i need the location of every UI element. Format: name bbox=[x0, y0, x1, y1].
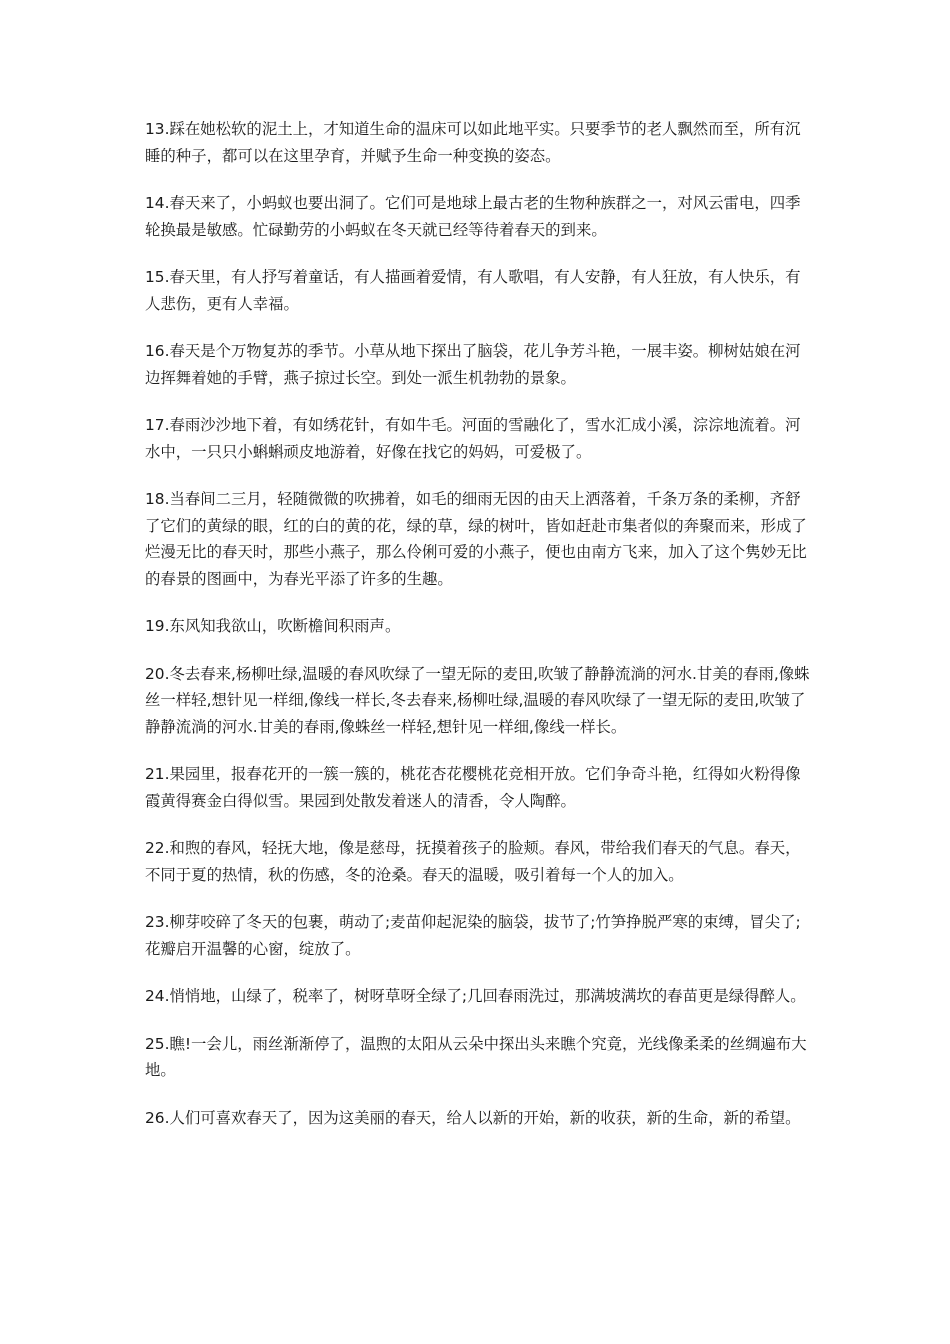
paragraph-24: 24.悄悄地，山绿了，税率了，树呀草呀全绿了;几回春雨洗过，那满坡满坎的春苗更是绿得醉人。 bbox=[145, 987, 806, 1005]
paragraph-21: 21.果园里，报春花开的一簇一簇的，桃花杏花樱桃花竞相开放。它们争奇斗艳，红得如火粉得像霞黄得赛金白得似雪。果园到处散发着迷人的清香，令人陶醉。 bbox=[145, 765, 801, 810]
paragraph-18: 18.当春间二三月，轻随微微的吹拂着，如毛的细雨无因的由天上洒落着，千条万条的柔柳，齐舒了它们的黄绿的眼，红的白的黄的花，绿的草，绿的树叶，皆如赶赴市集者似的奔聚而来，形成了烂漫无比的春天时，那些小燕子，那么伶俐可爱的小燕子，便也由南方飞来，加入了这个隽妙无比的春景的图画中，为春光平添了许多的生趣。 bbox=[145, 490, 807, 588]
paragraph-26: 26.人们可喜欢春天了，因为这美丽的春天，给人以新的开始，新的收获，新的生命，新的希望。 bbox=[145, 1108, 801, 1127]
paragraph-25: 25.瞧!一会儿，雨丝渐渐停了，温煦的太阳从云朵中探出头来瞧个究竟，光线像柔柔的丝绸遍布大地。 bbox=[145, 1034, 807, 1079]
paragraph-16: 16.春天是个万物复苏的季节。小草从地下探出了脑袋，花儿争芳斗艳，一展丰姿。柳树姑娘在河边挥舞着她的手臂，燕子掠过长空。到处一派生机勃勃的景象。 bbox=[145, 342, 801, 387]
paragraph-23: 23.柳芽咬碎了冬天的包裹，萌动了;麦苗仰起泥染的脑袋，拔节了;竹笋挣脱严寒的束缚，冒尖了;花瓣启开温馨的心窗，绽放了。 bbox=[145, 913, 801, 958]
paragraph-22: 22.和煦的春风，轻抚大地，像是慈母，抚摸着孩子的脸颊。春风，带给我们春天的气息。春天，不同于夏的热情，秋的伤感，冬的沧桑。春天的温暖，吸引着每一个人的加入。 bbox=[145, 839, 801, 884]
paragraph-19: 19.东风知我欲山，吹断檐间积雨声。 bbox=[145, 617, 401, 635]
document-body bbox=[145, 116, 810, 1152]
paragraph-14: 14.春天来了，小蚂蚁也要出洞了。它们可是地球上最古老的生物种族群之一，对风云雷电，四季轮换最是敏感。忙碌勤劳的小蚂蚁在冬天就已经等待着春天的到来。 bbox=[145, 194, 801, 239]
paragraph-20: 20.冬去春来,杨柳吐绿,温暖的春风吹绿了一望无际的麦田,吹皱了静静流淌的河水.甘美的春雨,像蛛丝一样轻,想针见一样细,像线一样长,冬去春来,杨柳吐绿,温暖的春风吹绿了一望无际的麦田,吹皱了静静流淌的河水.甘美的春雨,像蛛丝一样轻,想针见一样细,像线一样长。 bbox=[145, 664, 810, 736]
paragraph-13: 13.踩在她松软的泥土上，才知道生命的温床可以如此地平实。只要季节的老人飘然而至，所有沉睡的种子，都可以在这里孕育，并赋予生命一种变换的姿态。 bbox=[145, 120, 801, 165]
paragraph-15: 15.春天里，有人抒写着童话，有人描画着爱情，有人歌唱，有人安静，有人狂放，有人快乐，有人悲伤，更有人幸福。 bbox=[145, 268, 801, 313]
paragraph-17: 17.春雨沙沙地下着，有如绣花针，有如牛毛。河面的雪融化了，雪水汇成小溪，淙淙地流着。河水中，一只只小蝌蝌顽皮地游着，好像在找它的妈妈，可爱极了。 bbox=[145, 416, 801, 461]
